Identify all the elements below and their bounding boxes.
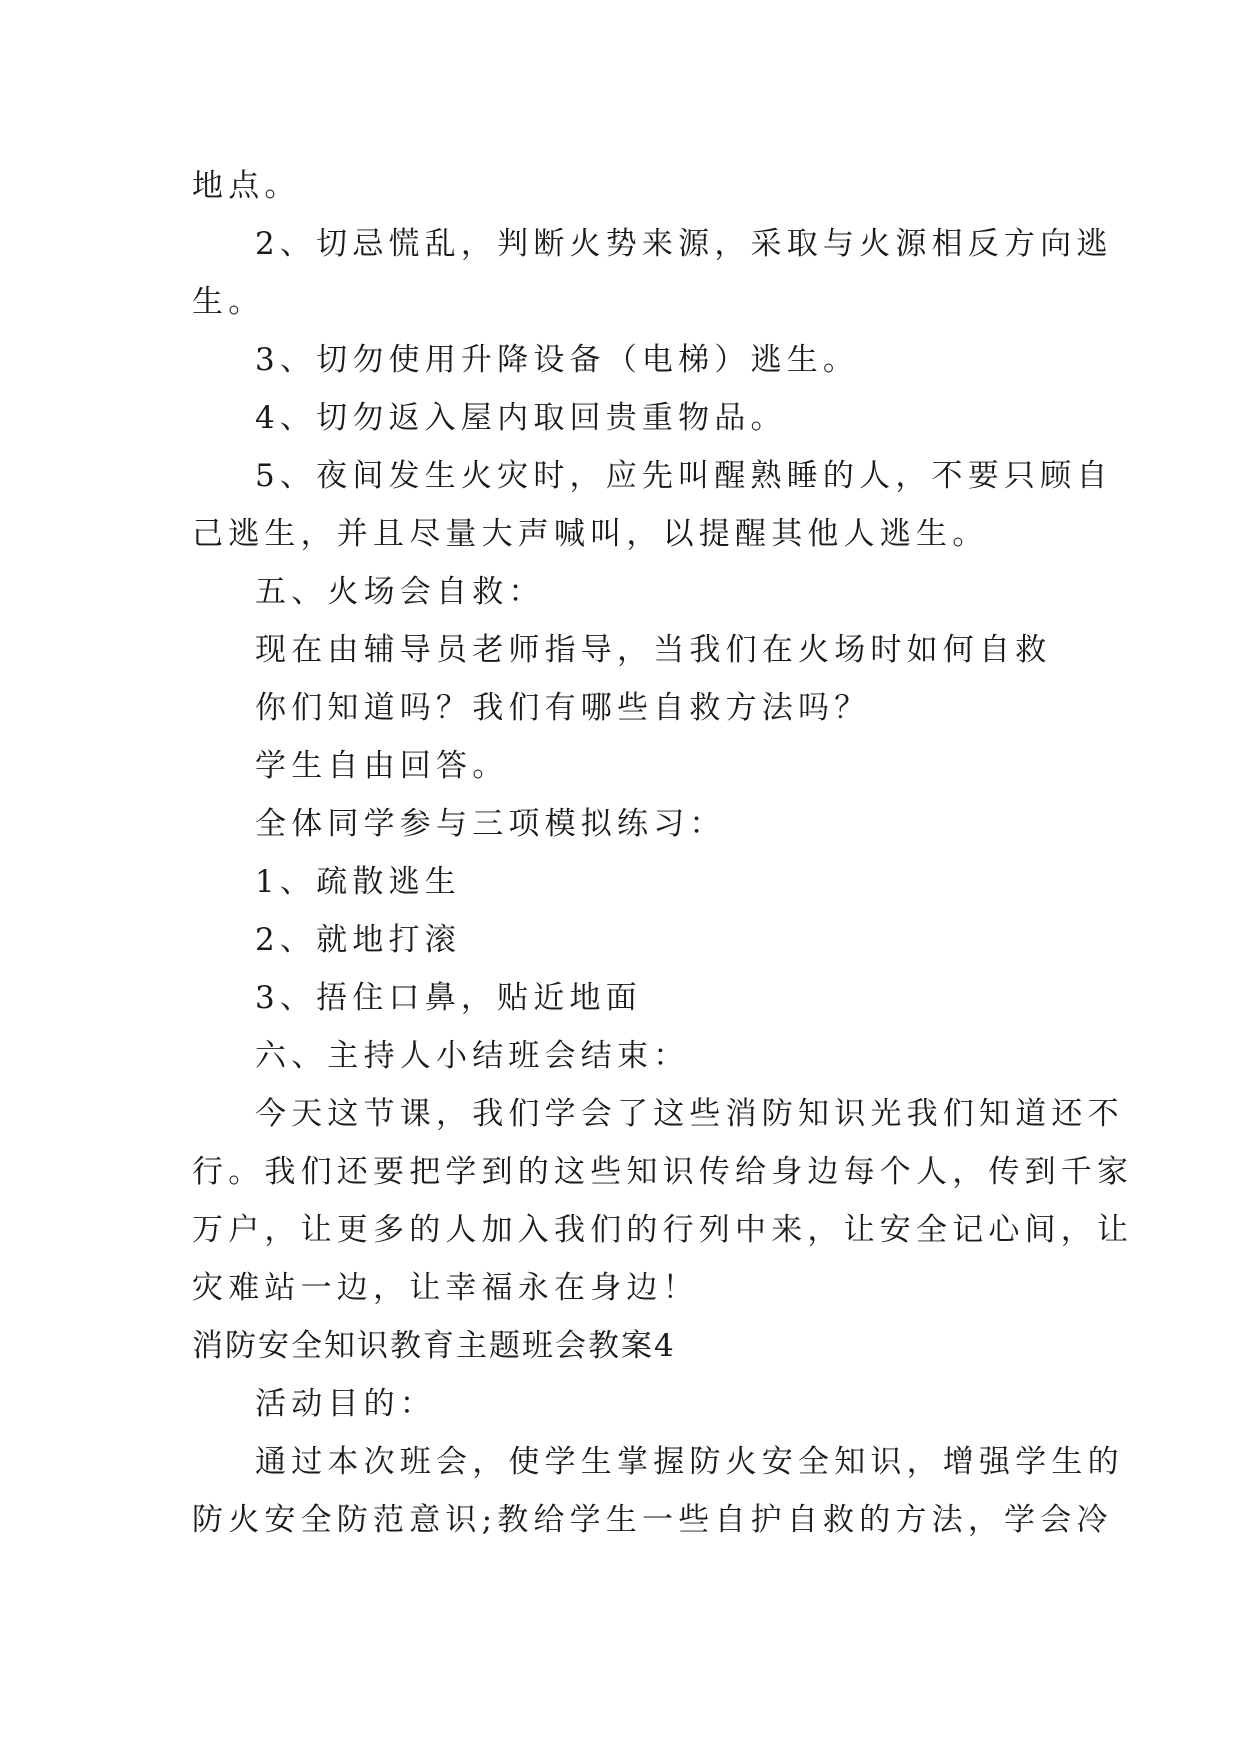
text-line: 今天这节课，我们学会了这些消防知识光我们知道还不 xyxy=(255,1096,1124,1132)
text-line: 4、切勿返入屋内取回贵重物品。 xyxy=(255,400,787,436)
text-line: 通过本次班会，使学生掌握防火安全知识，增强学生的 xyxy=(255,1444,1124,1480)
text-line: 你们知道吗？我们有哪些自救方法吗？ xyxy=(255,690,871,726)
list-item: 3、捂住口鼻，贴近地面 xyxy=(255,980,642,1016)
text-line: 2、切忌慌乱，判断火势来源，采取与火源相反方向逃 xyxy=(255,226,1113,262)
text-line: 灾难站一边，让幸福永在身边！ xyxy=(192,1270,699,1306)
list-item: 1、疏散逃生 xyxy=(255,864,461,900)
text-line: 现在由辅导员老师指导，当我们在火场时如何自救 xyxy=(255,632,1052,668)
section-heading: 五、火场会自救： xyxy=(255,574,545,610)
text-line: 生。 xyxy=(192,284,265,320)
section-heading: 活动目的： xyxy=(255,1386,436,1422)
list-item: 2、就地打滚 xyxy=(255,922,461,958)
text-line: 学生自由回答。 xyxy=(255,748,509,784)
text-line: 防火安全防范意识;教给学生一些自护自救的方法，学会冷 xyxy=(192,1502,1113,1538)
text-line: 万户，让更多的人加入我们的行列中来，让安全记心间，让 xyxy=(192,1212,1134,1248)
text-line: 己逃生，并且尽量大声喊叫，以提醒其他人逃生。 xyxy=(192,516,989,552)
text-line: 5、夜间发生火灾时，应先叫醒熟睡的人，不要只顾自 xyxy=(255,458,1113,494)
text-line: 地点。 xyxy=(192,168,301,204)
text-line: 行。我们还要把学到的这些知识传给身边每个人，传到千家 xyxy=(192,1154,1134,1190)
text-line: 3、切勿使用升降设备（电梯）逃生。 xyxy=(255,342,860,378)
text-line: 全体同学参与三项模拟练习： xyxy=(255,806,726,842)
document-subtitle: 消防安全知识教育主题班会教案4 xyxy=(192,1328,676,1364)
section-heading: 六、主持人小结班会结束： xyxy=(255,1038,690,1074)
